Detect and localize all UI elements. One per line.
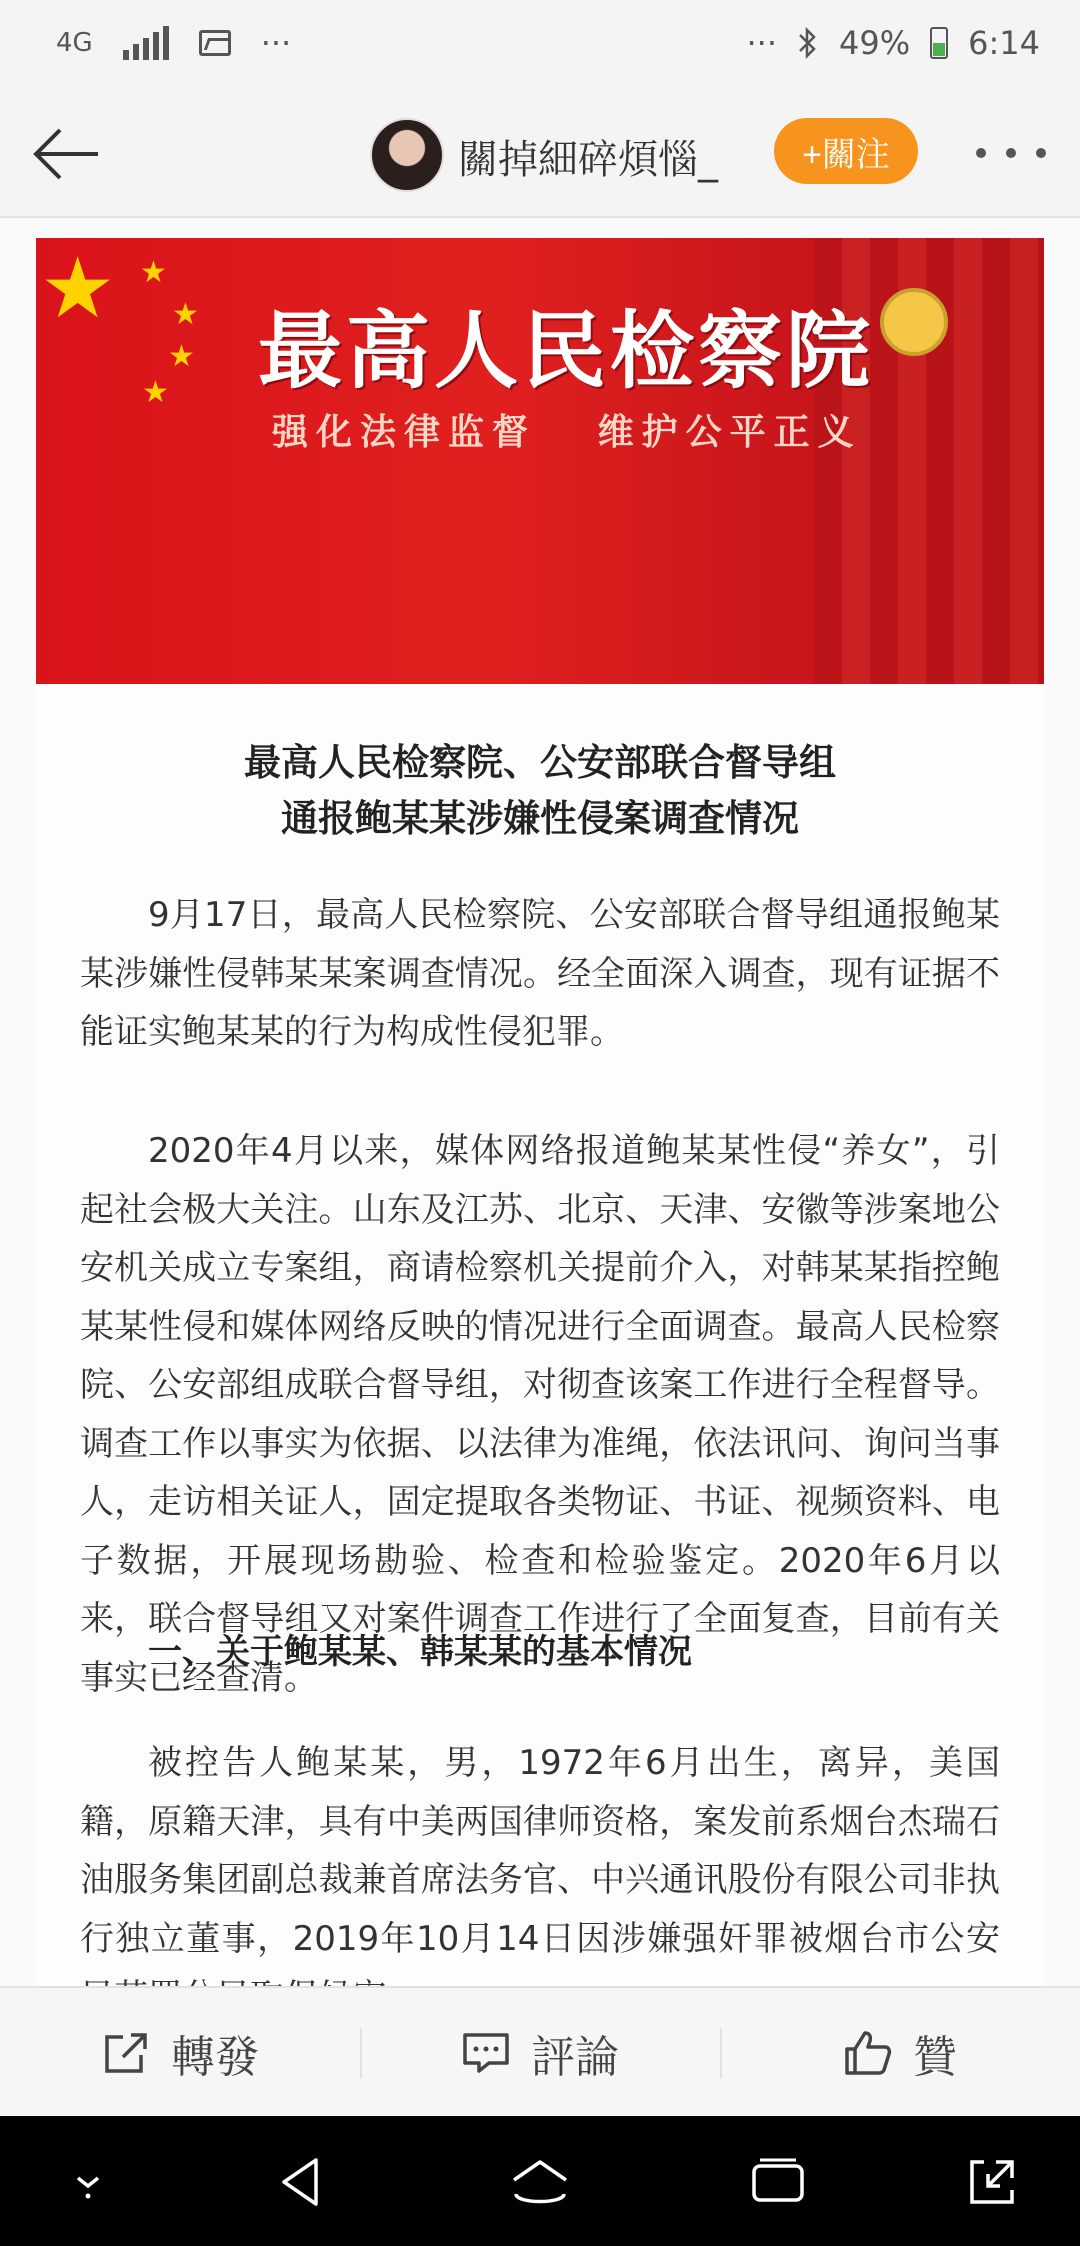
banner <box>36 238 1044 684</box>
flag-star-icon: ★ <box>142 375 169 410</box>
nav-home-icon[interactable] <box>510 2152 570 2212</box>
article-title-line2: 通报鲍某某涉嫌性侵案调查情况 <box>281 797 799 840</box>
more-status-icon: ··· <box>746 24 778 62</box>
network-type: 4G <box>56 28 93 58</box>
action-bar <box>0 1986 1080 2118</box>
article <box>36 684 1044 1986</box>
like-label: 贊 <box>913 2032 957 2083</box>
like-button[interactable] <box>720 1988 1080 2118</box>
image-notification-icon <box>199 30 231 56</box>
status-right <box>747 24 1041 62</box>
clock: 6:14 <box>968 24 1040 62</box>
back-arrow-icon[interactable] <box>30 122 104 186</box>
battery-percent: 49% <box>839 24 911 62</box>
hide-keyboard-icon[interactable] <box>58 2152 118 2212</box>
flag-star-icon: ★ <box>168 339 195 374</box>
comment-icon <box>461 2029 511 2077</box>
nav-screen-expand-icon[interactable] <box>962 2152 1022 2212</box>
article-paragraph: 被控告人鲍某某，男，1972年6月出生，离异，美国籍，原籍天津，具有中美两国律师资格，案发前系烟台杰瑞石油服务集团副总裁兼首席法务官、中兴通讯股份有限公司非执行独立董事，2019年10月14日因涉嫌强奸罪被烟台市公安 <box>80 1743 1000 1959</box>
thumbs-up-icon <box>843 2029 893 2077</box>
avatar[interactable] <box>370 118 444 192</box>
bluetooth-icon <box>797 26 819 60</box>
more-options-icon[interactable] <box>976 128 1046 178</box>
repost-label: 轉發 <box>171 2032 259 2083</box>
nav-back-icon[interactable] <box>272 2152 332 2212</box>
section-heading: 一、关于鲍某某、韩某某的基本情况 <box>148 1632 692 1672</box>
signal-icon <box>123 26 169 60</box>
follow-button[interactable]: +關注 <box>774 118 918 184</box>
status-left <box>56 24 291 62</box>
article-paragraph: 9月17日，最高人民检察院、公安部联合督导组通报鲍某某涉嫌性侵韩某某案调查情况。经全面深入调查，现有证据不能证实鲍某某的行为构成性侵犯罪。 <box>80 895 1000 1052</box>
banner-title: 最高人民检察院 <box>258 302 875 400</box>
top-bar <box>0 92 1080 218</box>
more-notifications-icon: ··· <box>260 24 292 62</box>
comment-button[interactable] <box>360 1988 720 2118</box>
national-emblem-icon <box>880 288 948 356</box>
share-icon <box>101 2029 151 2077</box>
article-title-line1: 最高人民检察院、公安部联合督导组 <box>244 741 836 784</box>
nav-recents-icon[interactable] <box>748 2152 808 2212</box>
username[interactable]: 關掉細碎煩惱_ <box>458 137 718 183</box>
banner-subtitle: 强化法律监督 维护公平正义 <box>272 412 862 453</box>
battery-icon <box>930 27 948 59</box>
post-image[interactable] <box>0 218 1080 1986</box>
comment-label: 評論 <box>531 2032 619 2083</box>
flag-star-icon: ★ <box>172 297 199 332</box>
status-bar <box>0 0 1080 92</box>
repost-button[interactable] <box>0 1988 360 2118</box>
system-navigation-bar <box>0 2116 1080 2246</box>
flag-star-icon: ★ <box>40 239 116 337</box>
article-paragraph: 2020年4月以来，媒体网络报道鲍某某性侵“养女”，引起社会极大关注。山东及江苏、北京、天津、安徽等涉案地公安机关成立专案组，商请检察机关提前介入，对韩某某指控鲍某某性侵和媒体网络反映的情况进行全面调查。最高人民检察院、公安部组成联合督导组，对彻查该案工作进行全程督导。调查工作以事实为依据、以法律为准绳，依法讯问、询问当事人，走访相关证人，固定提取各类物证、书证、视频资料、电子数据，开展现场勘验、检查和检验鉴定。2020年6月以来，联合督导组又对案件调查工作进行了全面复查，目前有关事实已经查清。 <box>80 1131 1000 1698</box>
flag-star-icon: ★ <box>140 255 167 290</box>
